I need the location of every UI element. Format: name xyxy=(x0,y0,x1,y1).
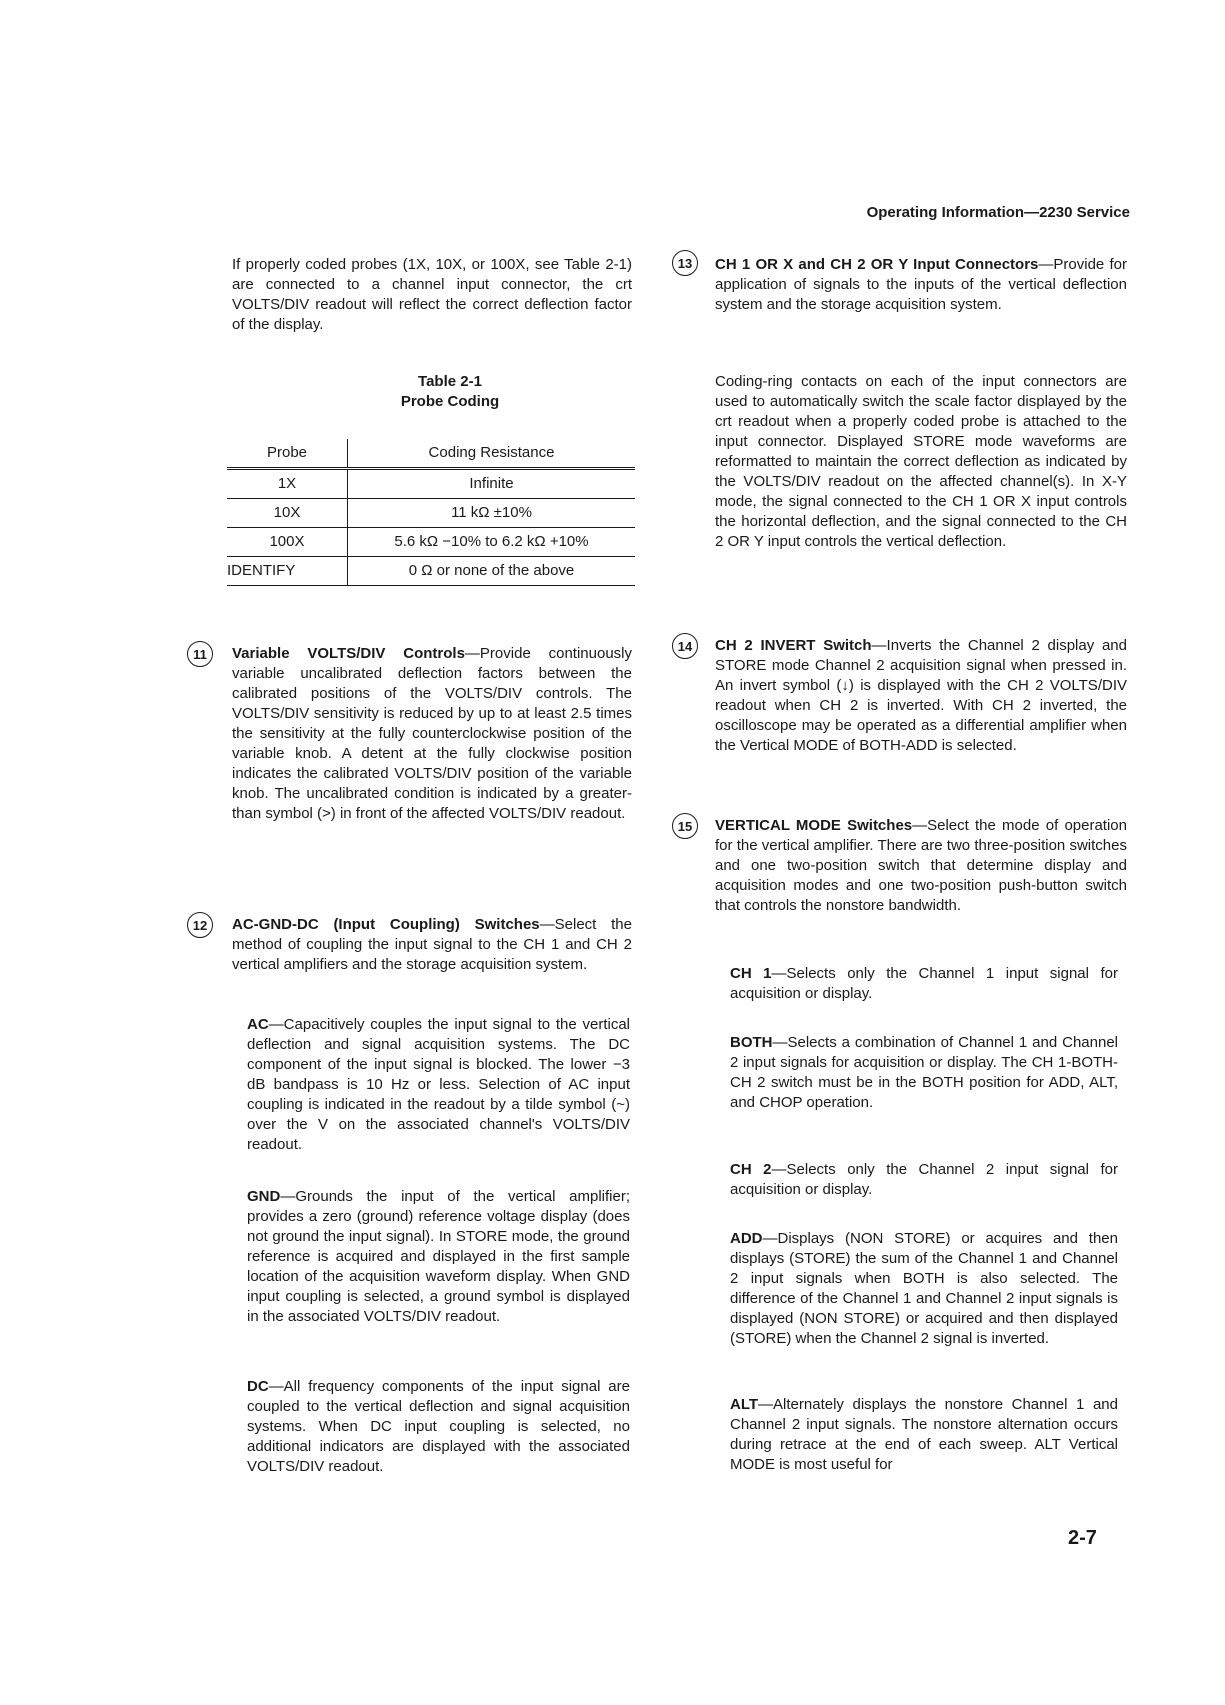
table-cell: Infinite xyxy=(348,469,636,499)
item-number-15: 15 xyxy=(672,813,698,839)
item-11 xyxy=(232,644,632,824)
sub-term: AC xyxy=(247,1016,269,1033)
item-text: —Provide for application of signals to the inputs of the vertical deflection system and the storage acquisition system. xyxy=(715,256,1127,313)
sub-text: —Selects a combination of Channel 1 and Channel 2 input signals for acquisition or display. The CH 1-BOTH-CH 2 switch must be in the BOTH position for ADD, ALT, and CHOP operation. xyxy=(730,1034,1118,1111)
table-cell: 100X xyxy=(227,528,348,557)
item-14 xyxy=(715,636,1127,756)
sub-term: GND xyxy=(247,1188,281,1205)
sub-item-alt xyxy=(730,1395,1118,1475)
sub-term: CH 1 xyxy=(730,965,772,982)
table-row xyxy=(227,528,635,557)
table-cell: 5.6 kΩ −10% to 6.2 kΩ +10% xyxy=(348,528,636,557)
table-cell: 0 Ω or none of the above xyxy=(348,557,636,586)
sub-term: ADD xyxy=(730,1230,763,1247)
page-number: 2-7 xyxy=(1068,1527,1097,1549)
page-header: Operating Information—2230 Service xyxy=(866,204,1130,221)
sub-term: DC xyxy=(247,1378,269,1395)
item-title: VERTICAL MODE Switches xyxy=(715,817,913,834)
sub-text: —Displays (NON STORE) or acquires and then displays (STORE) the sum of the Channel 1 and Channel 2 input signals when BOTH is also selected. The difference of the Channel 1 and Channel 2 input signals is displayed (NON STORE) or acquired and then displayed (STORE) when the Channel 2 signal is inverted. xyxy=(730,1230,1118,1347)
sub-text: —Alternately displays the nonstore Channel 1 and Channel 2 input signals. The nonstore alternation occurs during retrace at the end of each sweep. ALT Vertical MODE is most useful for xyxy=(730,1396,1118,1473)
intro-paragraph xyxy=(232,255,632,335)
item-number-13: 13 xyxy=(672,250,698,276)
item-title: CH 1 OR X and CH 2 OR Y Input Connectors xyxy=(715,256,1039,273)
table-number: Table 2-1 xyxy=(418,373,482,390)
probe-coding-table xyxy=(227,439,635,586)
sub-item-ac xyxy=(247,1015,630,1155)
sub-item-dc xyxy=(247,1377,630,1477)
item-title: Variable VOLTS/DIV Controls xyxy=(232,645,465,662)
item-title: CH 2 INVERT Switch xyxy=(715,637,872,654)
table-header-probe: Probe xyxy=(227,439,348,469)
item-number-11: 11 xyxy=(187,641,213,667)
table-row xyxy=(227,469,635,499)
table-row xyxy=(227,557,635,586)
sub-text: —Capacitively couples the input signal to the vertical deflection and signal acquisition systems. The DC component of the input signal is blocked. The lower −3 dB bandpass is 10 Hz or less. Selection of AC input coupling is indicated in the readout by a tilde symbol (~) over the V on the associated channel's VOLTS/DIV readout. xyxy=(247,1016,630,1153)
table-header-coding: Coding Resistance xyxy=(348,439,636,469)
sub-item-add xyxy=(730,1229,1118,1349)
sub-term: BOTH xyxy=(730,1034,773,1051)
sub-item-gnd xyxy=(247,1187,630,1327)
sub-item-both xyxy=(730,1033,1118,1113)
item-12 xyxy=(232,915,632,975)
table-cell: 1X xyxy=(227,469,348,499)
sub-text: —Selects only the Channel 1 input signal for acquisition or display. xyxy=(730,965,1118,1002)
sub-term: ALT xyxy=(730,1396,759,1413)
item-text: —Provide continuously variable uncalibrated deflection factors between the calibrated positions of the VOLTS/DIV controls. The VOLTS/DIV sensitivity is reduced by up to at least 2.5 times the sensitivity at the fully counterclockwise position of the variable knob. A detent at the fully clockwise position indicates the calibrated VOLTS/DIV position of the variable knob. The uncalibrated condition is indicated by a greater-than symbol (>) in front of the affected VOLTS/DIV readout. xyxy=(232,645,632,822)
item-number-12: 12 xyxy=(187,912,213,938)
item-13-paragraph-2 xyxy=(715,372,1127,552)
table-cell: 11 kΩ ±10% xyxy=(348,499,636,528)
table-header-row xyxy=(227,439,635,469)
item-15 xyxy=(715,816,1127,916)
item-text: —Inverts the Channel 2 display and STORE mode Channel 2 acquisition signal when pressed in. An invert symbol (↓) is displayed with the CH 2 VOLTS/DIV readout when CH 2 is inverted. With CH 2 inverted, the oscilloscope may be operated as a differential amplifier when the Vertical MODE of BOTH-ADD is selected. xyxy=(715,637,1127,754)
table-row xyxy=(227,499,635,528)
item-text: Coding-ring contacts on each of the input connectors are used to automatically switch the scale factor displayed by the crt readout when a properly coded probe is attached to the input connector. Displayed STORE mode waveforms are reformatted to maintain the correct deflection as indicated by the VOLTS/DIV readout on the affected channel(s). In X-Y mode, the signal connected to the CH 1 OR X input controls the horizontal deflection, and the signal connected to the CH 2 OR Y input controls the vertical deflection. xyxy=(715,373,1127,550)
sub-text: —Grounds the input of the vertical amplifier; provides a zero (ground) reference voltage display (does not ground the input signal). In STORE mode, the ground reference is acquired and displayed in the first sample location of the acquisition waveform display. When GND input coupling is selected, a ground symbol is displayed in the associated VOLTS/DIV readout. xyxy=(247,1188,630,1325)
table-title: Probe Coding xyxy=(400,393,500,410)
item-text: —Select the mode of operation for the vertical amplifier. There are two three-position switches and one two-position switch that determine display and acquisition modes and one two-position push-button switch that controls the nonstore bandwidth. xyxy=(715,817,1127,914)
sub-term: CH 2 xyxy=(730,1161,772,1178)
item-number-14: 14 xyxy=(672,633,698,659)
intro-text: If properly coded probes (1X, 10X, or 100X, see Table 2-1) are connected to a channel input connector, the crt VOLTS/DIV readout will reflect the correct deflection factor of the display. xyxy=(232,256,632,333)
sub-text: —Selects only the Channel 2 input signal for acquisition or display. xyxy=(730,1161,1118,1198)
item-title: AC-GND-DC (Input Coupling) Switches xyxy=(232,916,540,933)
table-cell: 10X xyxy=(227,499,348,528)
item-13 xyxy=(715,255,1127,315)
sub-text: —All frequency components of the input signal are coupled to the vertical deflection and signal acquisition systems. When DC input coupling is selected, no additional indicators are displayed with the associated VOLTS/DIV readout. xyxy=(247,1378,630,1475)
sub-item-ch2 xyxy=(730,1160,1118,1200)
item-text: —Select the method of coupling the input signal to the CH 1 and CH 2 vertical amplifiers and the storage acquisition system. xyxy=(232,916,632,973)
sub-item-ch1 xyxy=(730,964,1118,1004)
table-cell: IDENTIFY xyxy=(227,557,348,586)
